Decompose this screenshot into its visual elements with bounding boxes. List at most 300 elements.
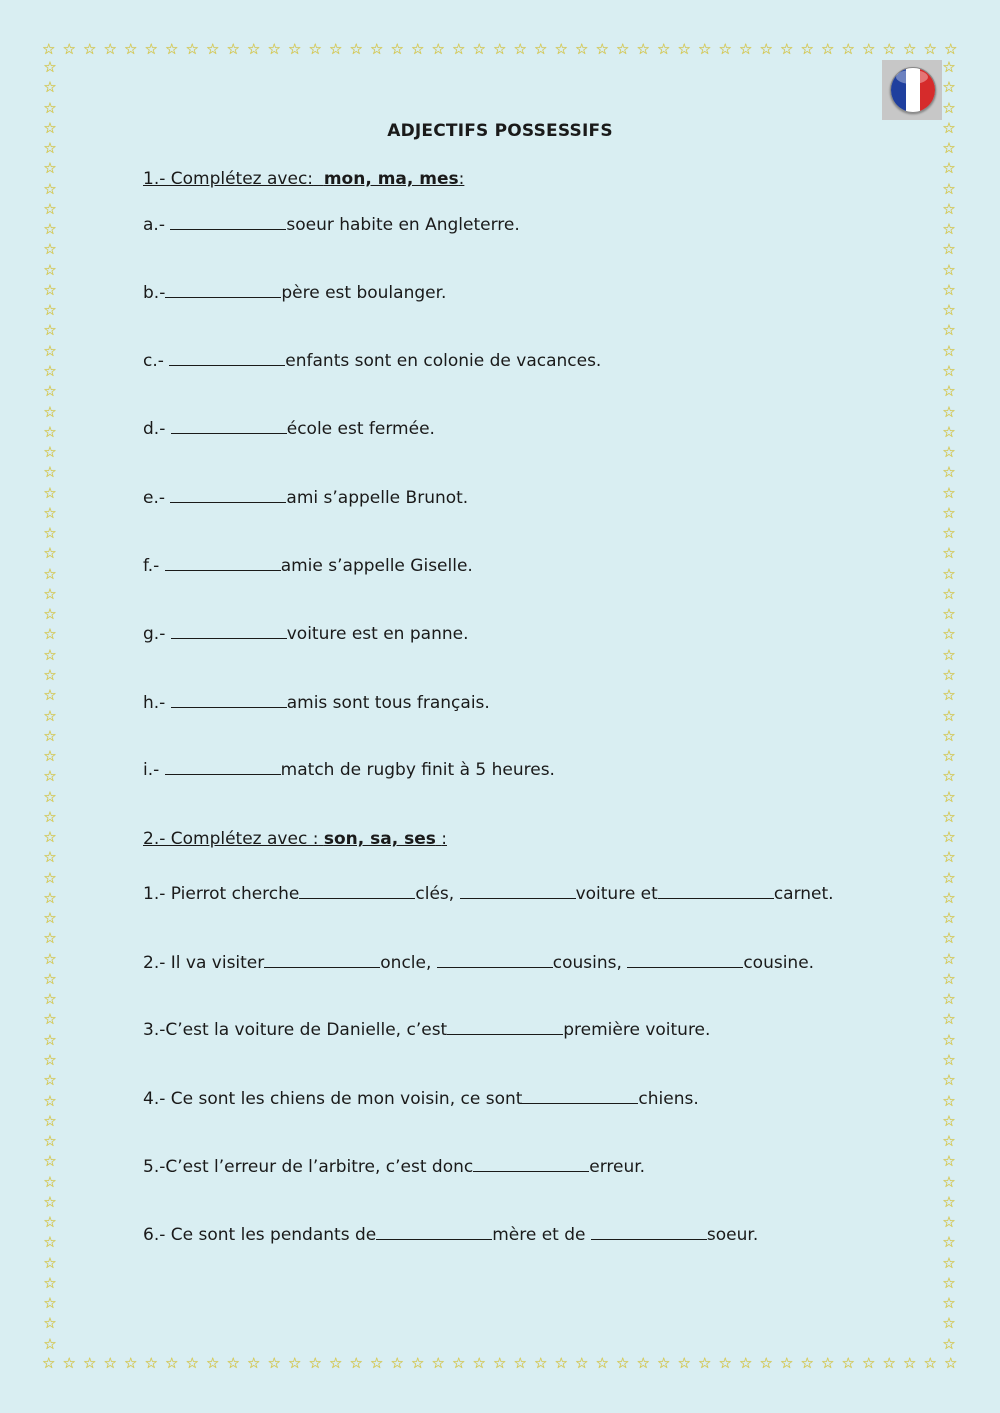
star-icon: ☆ [43,382,57,401]
star-icon: ☆ [942,1111,956,1130]
star-icon: ☆ [759,39,773,58]
star-icon: ☆ [43,828,57,847]
item-text: 1.- Pierrot cherche [143,884,300,904]
star-icon: ☆ [942,1334,956,1353]
star-icon: ☆ [942,260,956,279]
star-icon: ☆ [942,706,956,725]
item-text: mère et de [492,1225,591,1245]
star-icon: ☆ [43,159,57,178]
star-icon: ☆ [942,747,956,766]
exercise2-item-3 [143,1020,710,1040]
answer-blank[interactable] [658,884,774,899]
star-icon: ☆ [677,39,691,58]
star-icon: ☆ [636,39,650,58]
star-icon: ☆ [942,503,956,522]
star-icon: ☆ [43,139,57,158]
star-icon: ☆ [370,1353,384,1372]
star-icon: ☆ [677,1353,691,1372]
star-icon: ☆ [43,199,57,218]
star-icon: ☆ [942,402,956,421]
star-icon: ☆ [43,807,57,826]
star-icon: ☆ [43,564,57,583]
star-icon: ☆ [308,1353,322,1372]
star-icon: ☆ [226,1353,240,1372]
star-icon: ☆ [43,341,57,360]
star-icon: ☆ [43,1294,57,1313]
star-icon: ☆ [942,1071,956,1090]
item-prefix: f.- [143,556,165,576]
star-icon: ☆ [739,39,753,58]
star-icon: ☆ [554,1353,568,1372]
answer-blank[interactable] [171,419,287,434]
star-icon: ☆ [43,909,57,928]
star-icon: ☆ [43,98,57,117]
item-prefix: d.- [143,419,171,439]
star-icon: ☆ [431,1353,445,1372]
star-icon: ☆ [942,726,956,745]
star-icon: ☆ [43,280,57,299]
section2-heading-prefix: 2.- Complétez avec : [143,829,319,849]
star-icon: ☆ [349,39,363,58]
star-icon: ☆ [43,605,57,624]
star-icon: ☆ [43,1334,57,1353]
star-icon: ☆ [942,605,956,624]
star-icon: ☆ [43,1091,57,1110]
star-icon: ☆ [247,1353,261,1372]
answer-blank[interactable] [171,693,287,708]
answer-blank[interactable] [170,215,286,230]
star-icon: ☆ [942,78,956,97]
star-icon: ☆ [43,1273,57,1292]
star-icon: ☆ [42,1353,56,1372]
star-icon: ☆ [942,1213,956,1232]
item-text: ami s’appelle Brunot. [286,488,469,508]
section2-heading-suffix: : [441,829,447,849]
star-icon: ☆ [942,1253,956,1272]
item-text: match de rugby finit à 5 heures. [280,760,555,780]
item-text: 4.- Ce sont les chiens de mon voisin, ce sont [143,1089,523,1109]
star-icon: ☆ [944,1353,958,1372]
answer-blank[interactable] [170,488,286,503]
star-icon: ☆ [595,39,609,58]
star-border-top [42,40,958,58]
star-icon: ☆ [43,1051,57,1070]
star-icon: ☆ [942,240,956,259]
item-text: carnet. [773,884,834,904]
star-icon: ☆ [431,39,445,58]
star-icon: ☆ [942,382,956,401]
star-icon: ☆ [636,1353,650,1372]
star-icon: ☆ [329,1353,343,1372]
star-icon: ☆ [942,686,956,705]
answer-blank[interactable] [447,1020,563,1035]
item-text: cousine. [743,953,815,973]
star-icon: ☆ [452,39,466,58]
star-icon: ☆ [942,1091,956,1110]
star-icon: ☆ [942,301,956,320]
section1-heading-words: mon, ma, mes [323,169,459,189]
star-icon: ☆ [942,564,956,583]
star-icon: ☆ [942,1192,956,1211]
star-icon: ☆ [43,1213,57,1232]
answer-blank[interactable] [299,884,415,899]
star-icon: ☆ [942,118,956,137]
star-icon: ☆ [942,98,956,117]
star-icon: ☆ [411,39,425,58]
star-icon: ☆ [942,767,956,786]
star-icon: ☆ [841,39,855,58]
star-icon: ☆ [42,39,56,58]
star-icon: ☆ [43,726,57,745]
star-icon: ☆ [780,1353,794,1372]
star-icon: ☆ [43,969,57,988]
star-icon: ☆ [616,1353,630,1372]
star-icon: ☆ [43,1233,57,1252]
star-icon: ☆ [43,645,57,664]
star-icon: ☆ [513,39,527,58]
star-icon: ☆ [43,118,57,137]
star-icon: ☆ [942,544,956,563]
star-icon: ☆ [43,240,57,259]
exercise1-item-f [143,556,473,576]
star-icon: ☆ [942,1233,956,1252]
item-text: première voiture. [563,1020,711,1040]
star-icon: ☆ [43,1253,57,1272]
star-icon: ☆ [43,625,57,644]
item-text: voiture est en panne. [286,624,469,644]
answer-blank[interactable] [627,953,743,968]
star-icon: ☆ [329,39,343,58]
star-icon: ☆ [288,39,302,58]
star-icon: ☆ [144,1353,158,1372]
star-icon: ☆ [288,1353,302,1372]
star-icon: ☆ [942,341,956,360]
star-icon: ☆ [862,1353,876,1372]
star-icon: ☆ [698,1353,712,1372]
star-icon: ☆ [43,1010,57,1029]
star-icon: ☆ [165,39,179,58]
star-border-right [940,60,958,1352]
star-icon: ☆ [942,1152,956,1171]
star-icon: ☆ [534,39,548,58]
star-icon: ☆ [472,1353,486,1372]
star-icon: ☆ [493,1353,507,1372]
star-icon: ☆ [267,1353,281,1372]
star-icon: ☆ [411,1353,425,1372]
star-icon: ☆ [942,645,956,664]
star-icon: ☆ [206,39,220,58]
star-icon: ☆ [616,39,630,58]
star-icon: ☆ [62,1353,76,1372]
star-icon: ☆ [43,483,57,502]
star-icon: ☆ [43,321,57,340]
star-icon: ☆ [472,39,486,58]
section1-heading-suffix: : [458,169,465,189]
item-prefix: b.- [143,283,166,303]
star-icon: ☆ [43,361,57,380]
star-icon: ☆ [43,220,57,239]
star-icon: ☆ [83,1353,97,1372]
star-icon: ☆ [942,220,956,239]
item-text: soeur. [706,1225,759,1245]
star-icon: ☆ [349,1353,363,1372]
star-icon: ☆ [390,1353,404,1372]
star-icon: ☆ [942,625,956,644]
star-icon: ☆ [942,807,956,826]
item-prefix: a.- [143,215,171,235]
star-icon: ☆ [165,1353,179,1372]
star-icon: ☆ [43,544,57,563]
answer-blank[interactable] [376,1225,492,1240]
star-icon: ☆ [821,39,835,58]
item-text: 2.- Il va visiter [143,953,265,973]
star-icon: ☆ [942,58,956,76]
star-icon: ☆ [493,39,507,58]
star-icon: ☆ [942,443,956,462]
item-prefix: e.- [143,488,171,508]
star-icon: ☆ [718,1353,732,1372]
star-icon: ☆ [942,868,956,887]
section1-heading-prefix: 1.- Complétez avec: [143,169,314,189]
star-icon: ☆ [370,39,384,58]
star-icon: ☆ [43,584,57,603]
answer-blank[interactable] [437,953,553,968]
star-icon: ☆ [62,39,76,58]
star-icon: ☆ [43,179,57,198]
star-icon: ☆ [942,422,956,441]
star-icon: ☆ [43,990,57,1009]
star-icon: ☆ [595,1353,609,1372]
star-icon: ☆ [923,39,937,58]
answer-blank[interactable] [165,283,281,298]
star-icon: ☆ [452,1353,466,1372]
star-icon: ☆ [942,1294,956,1313]
star-icon: ☆ [942,828,956,847]
item-text: voiture et [575,884,658,904]
answer-blank[interactable] [165,556,281,571]
exercise2-item-4 [143,1089,699,1109]
star-icon: ☆ [942,848,956,867]
exercise1-item-e [143,488,468,508]
star-icon: ☆ [43,747,57,766]
star-icon: ☆ [942,665,956,684]
item-text: oncle, [380,953,437,973]
star-icon: ☆ [942,1273,956,1292]
exercise2-item-2 [143,953,814,973]
star-icon: ☆ [942,909,956,928]
star-icon: ☆ [903,1353,917,1372]
item-text: 6.- Ce sont les pendants de [143,1225,377,1245]
answer-blank[interactable] [591,1225,707,1240]
star-icon: ☆ [841,1353,855,1372]
star-icon: ☆ [882,39,896,58]
star-icon: ☆ [942,483,956,502]
item-text: enfants sont en colonie de vacances. [285,351,602,371]
answer-blank[interactable] [522,1089,638,1104]
star-icon: ☆ [43,929,57,948]
star-icon: ☆ [942,1010,956,1029]
exercise1-item-g [143,624,468,644]
exercise1-item-b [143,283,446,303]
star-icon: ☆ [554,39,568,58]
star-icon: ☆ [43,301,57,320]
star-icon: ☆ [43,1030,57,1049]
star-icon: ☆ [83,39,97,58]
star-icon: ☆ [534,1353,548,1372]
star-icon: ☆ [698,39,712,58]
star-icon: ☆ [882,1353,896,1372]
star-icon: ☆ [942,929,956,948]
section2-heading-words: son, sa, ses [323,829,436,849]
star-icon: ☆ [942,949,956,968]
star-icon: ☆ [103,39,117,58]
star-icon: ☆ [942,199,956,218]
star-icon: ☆ [43,443,57,462]
star-icon: ☆ [718,39,732,58]
star-icon: ☆ [43,787,57,806]
answer-blank[interactable] [165,760,281,775]
star-icon: ☆ [942,321,956,340]
star-icon: ☆ [575,1353,589,1372]
answer-blank[interactable] [460,884,576,899]
star-icon: ☆ [513,1353,527,1372]
item-text: chiens. [638,1089,699,1109]
exercise1-item-a [143,215,520,235]
star-icon: ☆ [43,78,57,97]
star-icon: ☆ [43,463,57,482]
exercise2-item-1 [143,884,834,904]
item-text: amie s’appelle Giselle. [280,556,473,576]
star-icon: ☆ [226,39,240,58]
exercise1-item-h [143,693,490,713]
star-icon: ☆ [942,990,956,1009]
star-icon: ☆ [308,39,322,58]
star-icon: ☆ [43,422,57,441]
star-icon: ☆ [942,139,956,158]
star-icon: ☆ [43,1172,57,1191]
item-prefix: h.- [143,693,171,713]
star-icon: ☆ [103,1353,117,1372]
star-icon: ☆ [942,888,956,907]
star-icon: ☆ [267,39,281,58]
star-icon: ☆ [942,1314,956,1333]
star-icon: ☆ [657,39,671,58]
star-icon: ☆ [923,1353,937,1372]
star-icon: ☆ [759,1353,773,1372]
star-icon: ☆ [185,39,199,58]
flag-badge [882,60,942,120]
star-icon: ☆ [247,39,261,58]
answer-blank[interactable] [264,953,380,968]
exercise1-item-d [143,419,435,439]
exercise1-item-c [143,351,601,371]
exercise2-item-6 [143,1225,758,1245]
star-icon: ☆ [43,260,57,279]
star-icon: ☆ [390,39,404,58]
item-text: soeur habite en Angleterre. [286,215,520,235]
star-icon: ☆ [942,1172,956,1191]
star-icon: ☆ [43,706,57,725]
star-icon: ☆ [739,1353,753,1372]
item-prefix: i.- [143,760,165,780]
star-icon: ☆ [124,39,138,58]
star-icon: ☆ [43,402,57,421]
star-icon: ☆ [185,1353,199,1372]
star-icon: ☆ [821,1353,835,1372]
section2-heading [143,829,447,849]
star-icon: ☆ [657,1353,671,1372]
star-icon: ☆ [942,524,956,543]
star-icon: ☆ [43,665,57,684]
star-icon: ☆ [43,1152,57,1171]
star-icon: ☆ [43,1132,57,1151]
star-icon: ☆ [43,1314,57,1333]
section1-heading [143,169,464,189]
star-icon: ☆ [944,39,958,58]
answer-blank[interactable] [169,351,285,366]
star-icon: ☆ [144,39,158,58]
star-icon: ☆ [800,1353,814,1372]
item-text: 3.-C’est la voiture de Danielle, c’est [143,1020,448,1040]
star-icon: ☆ [43,767,57,786]
star-icon: ☆ [942,463,956,482]
star-icon: ☆ [43,949,57,968]
star-icon: ☆ [43,686,57,705]
flag-gloss [896,70,928,84]
star-icon: ☆ [903,39,917,58]
star-icon: ☆ [862,39,876,58]
star-icon: ☆ [942,280,956,299]
star-icon: ☆ [942,969,956,988]
exercise1-item-i [143,760,555,780]
star-icon: ☆ [43,58,57,76]
star-icon: ☆ [942,1132,956,1151]
item-text: cousins, [552,953,628,973]
item-prefix: c.- [143,351,170,371]
star-icon: ☆ [43,1111,57,1130]
item-text: 5.-C’est l’erreur de l’arbitre, c’est donc [143,1157,474,1177]
item-text: école est fermée. [286,419,435,439]
star-icon: ☆ [43,503,57,522]
star-border-left [41,60,59,1352]
star-icon: ☆ [43,1192,57,1211]
star-icon: ☆ [43,848,57,867]
item-text: père est boulanger. [281,283,447,303]
item-text: clés, [415,884,460,904]
star-icon: ☆ [43,524,57,543]
star-icon: ☆ [942,787,956,806]
star-icon: ☆ [942,159,956,178]
star-icon: ☆ [206,1353,220,1372]
item-text: amis sont tous français. [286,693,490,713]
star-icon: ☆ [942,1030,956,1049]
star-icon: ☆ [43,888,57,907]
star-icon: ☆ [942,584,956,603]
star-border-bottom [42,1354,958,1372]
star-icon: ☆ [43,1071,57,1090]
star-icon: ☆ [800,39,814,58]
star-icon: ☆ [575,39,589,58]
answer-blank[interactable] [473,1157,589,1172]
star-icon: ☆ [780,39,794,58]
item-text: erreur. [589,1157,646,1177]
answer-blank[interactable] [171,624,287,639]
star-icon: ☆ [942,179,956,198]
star-icon: ☆ [942,361,956,380]
star-icon: ☆ [43,868,57,887]
star-icon: ☆ [942,1051,956,1070]
item-prefix: g.- [143,624,171,644]
